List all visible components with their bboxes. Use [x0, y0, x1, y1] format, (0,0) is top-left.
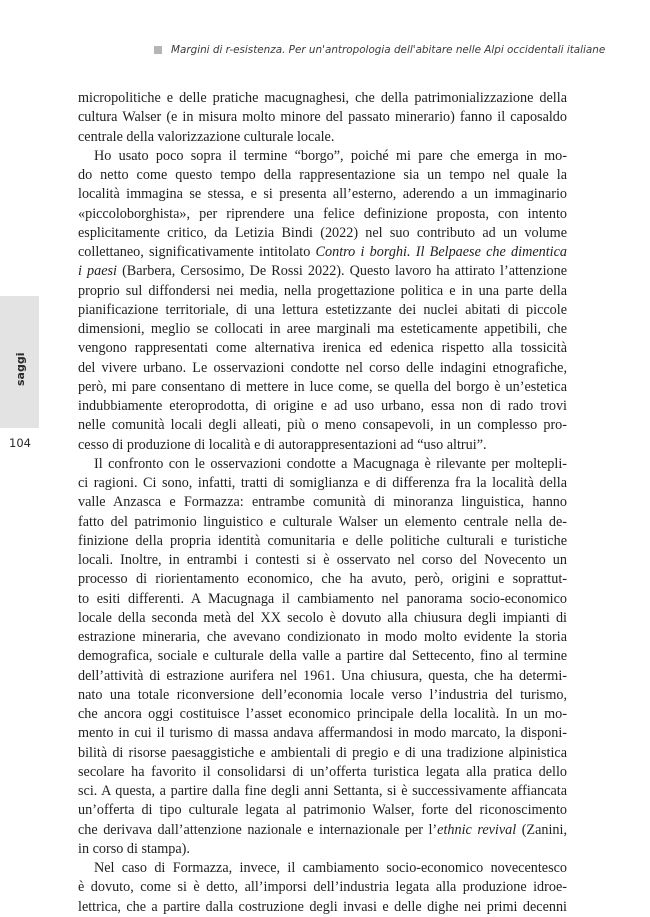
text-run: (Barbera, Cersosimo, De Rossi 2022). Questo lavoro ha attirato l’attenzione	[116, 263, 568, 280]
text-run: del vivere urbano. Le osservazioni condotte nel corso delle indagini etnografiche,	[78, 359, 567, 376]
text-line	[78, 570, 567, 589]
text-line	[78, 493, 567, 512]
text-run: to esiti differenti. A Macugnaga il cambiamento nel panorama socio-economico	[78, 590, 567, 607]
text-line	[78, 224, 567, 243]
text-line	[78, 859, 567, 878]
text-run: un’offerta di tipo culturale legata al patrimonio Walser, forte del riconoscimento	[78, 802, 567, 819]
text-line	[78, 898, 567, 917]
running-header	[154, 44, 606, 56]
text-line	[78, 782, 567, 801]
text-run: dimensioni, meglio se collocati in aree marginali ma esteticamente appetibili, che	[78, 321, 567, 337]
text-line	[78, 320, 567, 339]
text-line	[78, 590, 567, 609]
text-run: è dovuto, come si è detto, all’imporsi dell’industria legata alla produzione idroe-	[78, 879, 567, 896]
text-run: cultura Walser (e in misura molto minore del passato minerario) fanno il caposaldo	[78, 109, 567, 126]
text-run: estrazione mineraria, che avevano condizionato in modo molto evidente la storia	[78, 629, 567, 645]
text-line	[78, 532, 567, 551]
text-line	[78, 878, 567, 897]
text-line	[78, 185, 567, 204]
body-text	[78, 89, 567, 917]
text-line	[78, 513, 567, 532]
text-run: demografica, sociale e culturale della valle a partire dal Settecento, fino al termine	[78, 648, 567, 665]
text-run: collettaneo, significativamente intitolato	[78, 244, 316, 260]
text-line	[78, 551, 567, 570]
text-run: proprio sul diffondersi nei media, nella progettazione politica e in una parte della	[78, 282, 567, 299]
section-label: saggi	[14, 352, 27, 386]
italic-text: ethnic revival	[437, 821, 517, 838]
text-line	[78, 821, 567, 840]
text-run: micropolitiche e delle pratiche macugnaghesi, che della patrimonializzazione della	[78, 90, 567, 106]
text-line	[78, 282, 567, 301]
text-line	[78, 262, 567, 281]
text-line	[78, 397, 567, 416]
text-run: in corso di stampa).	[78, 840, 190, 857]
text-run: che derivava dall’attenzione nazionale e internazionale per l’	[78, 821, 438, 838]
text-run: centrale della valorizzazione culturale locale.	[78, 128, 335, 145]
text-run: locale della seconda metà del XX secolo è dovuto alla chiusura degli impianti di	[78, 609, 567, 626]
text-run: sci. A questa, a partire dalla fine degli anni Settanta, si è successivamente affiancata	[78, 783, 567, 799]
text-run: locali. Inoltre, in entrambi i contesti si è osservato nel corso del Novecento un	[78, 552, 567, 568]
text-line	[78, 840, 567, 859]
page-number: 104	[9, 436, 31, 450]
text-line	[78, 455, 567, 474]
text-run: dell’attività di estrazione aurifera nel 1961. Una chiusura, questa, che ha determi-	[78, 667, 567, 684]
text-line	[78, 166, 567, 185]
text-run: mento in cui il turismo di massa andava affermandosi in modo marcato, la disponi-	[78, 725, 567, 742]
text-line	[78, 339, 567, 358]
text-run: (Zanini,	[516, 821, 568, 838]
text-run: lettrica, che a partire dalla costruzione degli invasi e delle dighe nei primi decenni	[78, 898, 567, 915]
text-run: pianificazione territoriale, di una lettura estetizzante dei nuclei abitati di piccole	[78, 301, 567, 318]
text-run: valle Anzasca e Formazza: entrambe comunità di minoranza linguistica, hanno	[78, 494, 567, 511]
text-line	[78, 744, 567, 763]
text-line	[78, 609, 567, 628]
text-run: bilità di risorse paesaggistiche e ambientali di pregio e di una tradizione alpinistica	[78, 744, 567, 761]
text-run: vengono rappresentati come alternativa irenica ed edenica rispetto alla tossicità	[78, 340, 567, 357]
text-line	[78, 378, 567, 397]
header-square-icon	[154, 46, 162, 54]
text-run: «piccoloborghista», per riprendere una felice definizione proposta, con intento	[78, 205, 567, 222]
text-line	[78, 705, 567, 724]
text-line	[78, 647, 567, 666]
text-run: che ancora oggi costituisce l’asset economico principale della località. In un mo-	[78, 706, 567, 722]
text-line	[78, 205, 567, 224]
text-run: ci ragioni. Ci sono, infatti, tratti di somiglianza e di differenza fra la località della	[78, 475, 567, 491]
text-line	[78, 724, 567, 743]
text-run: secolare ha favorito il consolidarsi di un’offerta turistica legata alla pratica dello	[78, 763, 567, 780]
text-run: cesso di produzione di località e di autorappresentazioni ad “uso altrui”.	[78, 436, 487, 453]
text-line	[78, 128, 567, 147]
text-run: esplicitamente critico, da Letizia Bindi (2022) nel suo contributo ad un volume	[78, 224, 567, 241]
text-run: nelle comunità locali degli alleati, più o meno consapevoli, in un complesso pro-	[78, 417, 567, 434]
text-line	[78, 686, 567, 705]
text-run: Ho usato poco sopra il termine “borgo”, poiché mi pare che emerga in mo-	[94, 147, 567, 164]
text-line	[78, 416, 567, 435]
text-line	[78, 763, 567, 782]
text-line	[78, 108, 567, 127]
text-line	[78, 243, 567, 262]
italic-text: Contro i borghi. Il Belpaese che dimentica	[315, 244, 567, 260]
text-line	[78, 301, 567, 320]
text-run: Nel caso di Formazza, invece, il cambiamento socio-economico novecentesco	[94, 860, 567, 876]
text-run: fatto del patrimonio linguistico e culturale Walser un elemento centrale nella de-	[78, 513, 567, 530]
text-run: però, mi pare consentano di mettere in luce come, se quella del borgo è un’estetica	[78, 378, 567, 395]
text-run: località immagina se stessa, e si presenta all’esterno, aderendo a un immaginario	[78, 186, 567, 203]
text-run: processo di riorientamento economico, che ha avuto, però, origini e soprattut-	[78, 571, 567, 588]
text-line	[78, 89, 567, 108]
text-line	[78, 628, 567, 647]
text-line	[78, 359, 567, 378]
text-line	[78, 667, 567, 686]
text-line	[78, 436, 567, 455]
running-title: Margini di r-esistenza. Per un'antropologia dell'abitare nelle Alpi occidentali italiane	[171, 44, 606, 56]
text-run: do netto come questo tempo della rappresentazione sia un tempo nel quale la	[78, 167, 567, 183]
text-run: Il confronto con le osservazioni condotte a Macugnaga è rilevante per moltepli-	[94, 455, 567, 472]
text-line	[78, 801, 567, 820]
text-run: indubbiamente eteroprodotta, di origine e ad uso urbano, essa non di rado trovi	[78, 398, 567, 414]
text-line	[78, 147, 567, 166]
italic-text: i paesi	[78, 263, 117, 280]
text-run: finizione della propria identità comunitaria e delle politiche culturali e turistiche	[78, 532, 567, 549]
text-line	[78, 474, 567, 493]
text-run: nato una totale riconversione dell’economia locale verso l’industria del turismo,	[78, 686, 567, 703]
